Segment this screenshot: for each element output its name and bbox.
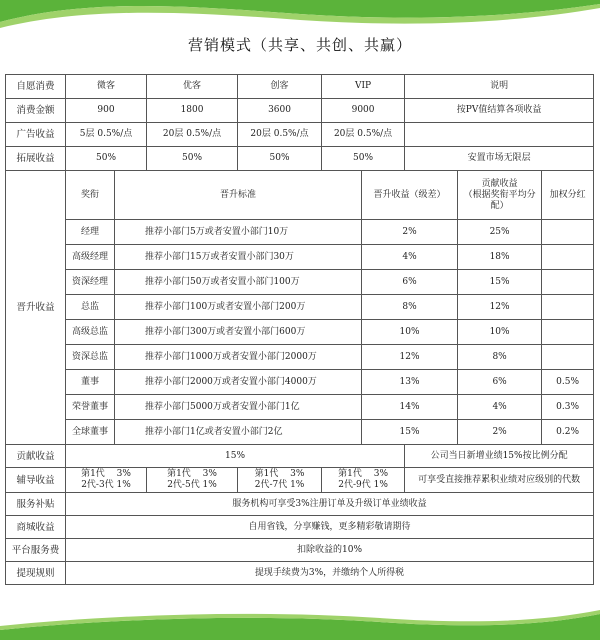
level-row <box>6 245 594 270</box>
rank: 总监 <box>66 295 115 320</box>
standard: 推荐小部门5000万或者安置小部门1亿 <box>115 395 362 420</box>
row-label: 服务补贴 <box>6 493 66 516</box>
gain: 6% <box>362 270 458 295</box>
gain: 8% <box>362 295 458 320</box>
cell-note <box>405 123 594 147</box>
ad-row <box>6 123 594 147</box>
gen-line: 第1代 3% <box>167 469 217 479</box>
cell: 15% <box>66 445 405 468</box>
gen-cell <box>322 468 405 493</box>
rule-row <box>6 493 594 516</box>
dividend <box>542 345 594 370</box>
contrib: 12% <box>458 295 542 320</box>
contrib: 10% <box>458 320 542 345</box>
marketing-table <box>5 74 594 585</box>
gain: 10% <box>362 320 458 345</box>
gain: 14% <box>362 395 458 420</box>
gen-line: 第1代 3% <box>254 469 305 479</box>
contrib: 18% <box>458 245 542 270</box>
rank: 全球董事 <box>66 420 115 445</box>
dividend: 0.2% <box>542 420 594 445</box>
level-row <box>6 370 594 395</box>
rule-text: 扣除收益的10% <box>66 539 594 562</box>
rank: 经理 <box>66 220 115 245</box>
level-row <box>6 420 594 445</box>
dividend <box>542 295 594 320</box>
rank: 高级经理 <box>66 245 115 270</box>
cell: 9000 <box>322 99 405 123</box>
contrib: 8% <box>458 345 542 370</box>
level-row <box>6 345 594 370</box>
gen-line: 2代-9代 1% <box>338 480 388 490</box>
gain: 15% <box>362 420 458 445</box>
rule-row <box>6 562 594 585</box>
standard: 推荐小部门5万或者安置小部门10万 <box>115 220 362 245</box>
dividend <box>542 220 594 245</box>
gen-cell <box>238 468 322 493</box>
cell: 50% <box>322 147 405 171</box>
contrib-head-line1: 贡献收益 <box>481 178 518 189</box>
contrib: 15% <box>458 270 542 295</box>
gain: 12% <box>362 345 458 370</box>
gen-line: 2代-3代 1% <box>81 480 131 490</box>
gen-cell <box>147 468 238 493</box>
col-header: 加权分红 <box>542 171 594 220</box>
dividend: 0.3% <box>542 395 594 420</box>
cell: 3600 <box>238 99 322 123</box>
row-label: 贡献收益 <box>6 445 66 468</box>
promo-header-row <box>6 171 594 220</box>
contrib: 2% <box>458 420 542 445</box>
col-header: 创客 <box>238 75 322 99</box>
cell: 20层 0.5%/点 <box>238 123 322 147</box>
rank: 董事 <box>66 370 115 395</box>
cell-note: 按PV值结算各项收益 <box>405 99 594 123</box>
rank: 资深经理 <box>66 270 115 295</box>
guide-row <box>6 468 594 493</box>
cell: 20层 0.5%/点 <box>147 123 238 147</box>
col-header: 奖衔 <box>66 171 115 220</box>
rank: 高级总监 <box>66 320 115 345</box>
col-header: VIP <box>322 75 405 99</box>
gain: 4% <box>362 245 458 270</box>
dividend <box>542 270 594 295</box>
bottom-green-swoosh <box>0 600 600 640</box>
dividend <box>542 320 594 345</box>
page-title: 营销模式（共享、共创、共赢） <box>187 36 412 54</box>
standard: 推荐小部门1000万或者安置小部门2000万 <box>115 345 362 370</box>
level-row <box>6 295 594 320</box>
rank: 资深总监 <box>66 345 115 370</box>
row-label: 广告收益 <box>6 123 66 147</box>
row-label: 自愿消费 <box>6 75 66 99</box>
row-label: 晋升收益 <box>6 171 66 445</box>
col-header: 晋升收益（级差） <box>362 171 458 220</box>
row-label: 拓展收益 <box>6 147 66 171</box>
dividend <box>542 245 594 270</box>
cell: 50% <box>66 147 147 171</box>
row-label: 提现规则 <box>6 562 66 585</box>
level-row <box>6 320 594 345</box>
contrib: 4% <box>458 395 542 420</box>
cell-note: 安置市场无限层 <box>405 147 594 171</box>
cell-note: 可享受直接推荐累积业绩对应级别的代数 <box>405 468 594 493</box>
standard: 推荐小部门300万或者安置小部门600万 <box>115 320 362 345</box>
rule-row <box>6 539 594 562</box>
gen-cell <box>66 468 147 493</box>
contrib: 25% <box>458 220 542 245</box>
row-label: 辅导收益 <box>6 468 66 493</box>
contrib: 6% <box>458 370 542 395</box>
gain: 2% <box>362 220 458 245</box>
gain: 13% <box>362 370 458 395</box>
row-label: 商城收益 <box>6 516 66 539</box>
standard: 推荐小部门50万或者安置小部门100万 <box>115 270 362 295</box>
cell: 20层 0.5%/点 <box>322 123 405 147</box>
cell: 50% <box>238 147 322 171</box>
standard: 推荐小部门100万或者安置小部门200万 <box>115 295 362 320</box>
col-header: 微客 <box>66 75 147 99</box>
rule-text: 服务机构可享受3%注册订单及升级订单业绩收益 <box>66 493 594 516</box>
cell: 1800 <box>147 99 238 123</box>
level-row <box>6 270 594 295</box>
gen-line: 2代-5代 1% <box>167 480 217 490</box>
col-header-note: 说明 <box>405 75 594 99</box>
col-header <box>458 171 542 220</box>
expand-row <box>6 147 594 171</box>
row-label: 消费金额 <box>6 99 66 123</box>
fee-row <box>6 99 594 123</box>
level-row <box>6 395 594 420</box>
cell: 5层 0.5%/点 <box>66 123 147 147</box>
rank: 荣誉董事 <box>66 395 115 420</box>
standard: 推荐小部门2000万或者安置小部门4000万 <box>115 370 362 395</box>
standard: 推荐小部门1亿或者安置小部门2亿 <box>115 420 362 445</box>
standard: 推荐小部门15万或者安置小部门30万 <box>115 245 362 270</box>
contrib-head-line2: （根据奖衔平均分配） <box>463 189 536 211</box>
row-label: 平台服务费 <box>6 539 66 562</box>
rule-text: 自用省钱，分享赚钱，更多精彩敬请期待 <box>66 516 594 539</box>
gen-line: 第1代 3% <box>81 469 131 479</box>
contrib-row <box>6 445 594 468</box>
rule-row <box>6 516 594 539</box>
rule-text: 提现手续费为3%，并缴纳个人所得税 <box>66 562 594 585</box>
gen-line: 2代-7代 1% <box>254 480 305 490</box>
dividend: 0.5% <box>542 370 594 395</box>
gen-line: 第1代 3% <box>338 469 388 479</box>
col-header: 晋升标准 <box>115 171 362 220</box>
cell: 50% <box>147 147 238 171</box>
header-row <box>6 75 594 99</box>
col-header: 优客 <box>147 75 238 99</box>
cell-note: 公司当日新增业绩15%按比例分配 <box>405 445 594 468</box>
level-row <box>6 220 594 245</box>
cell: 900 <box>66 99 147 123</box>
